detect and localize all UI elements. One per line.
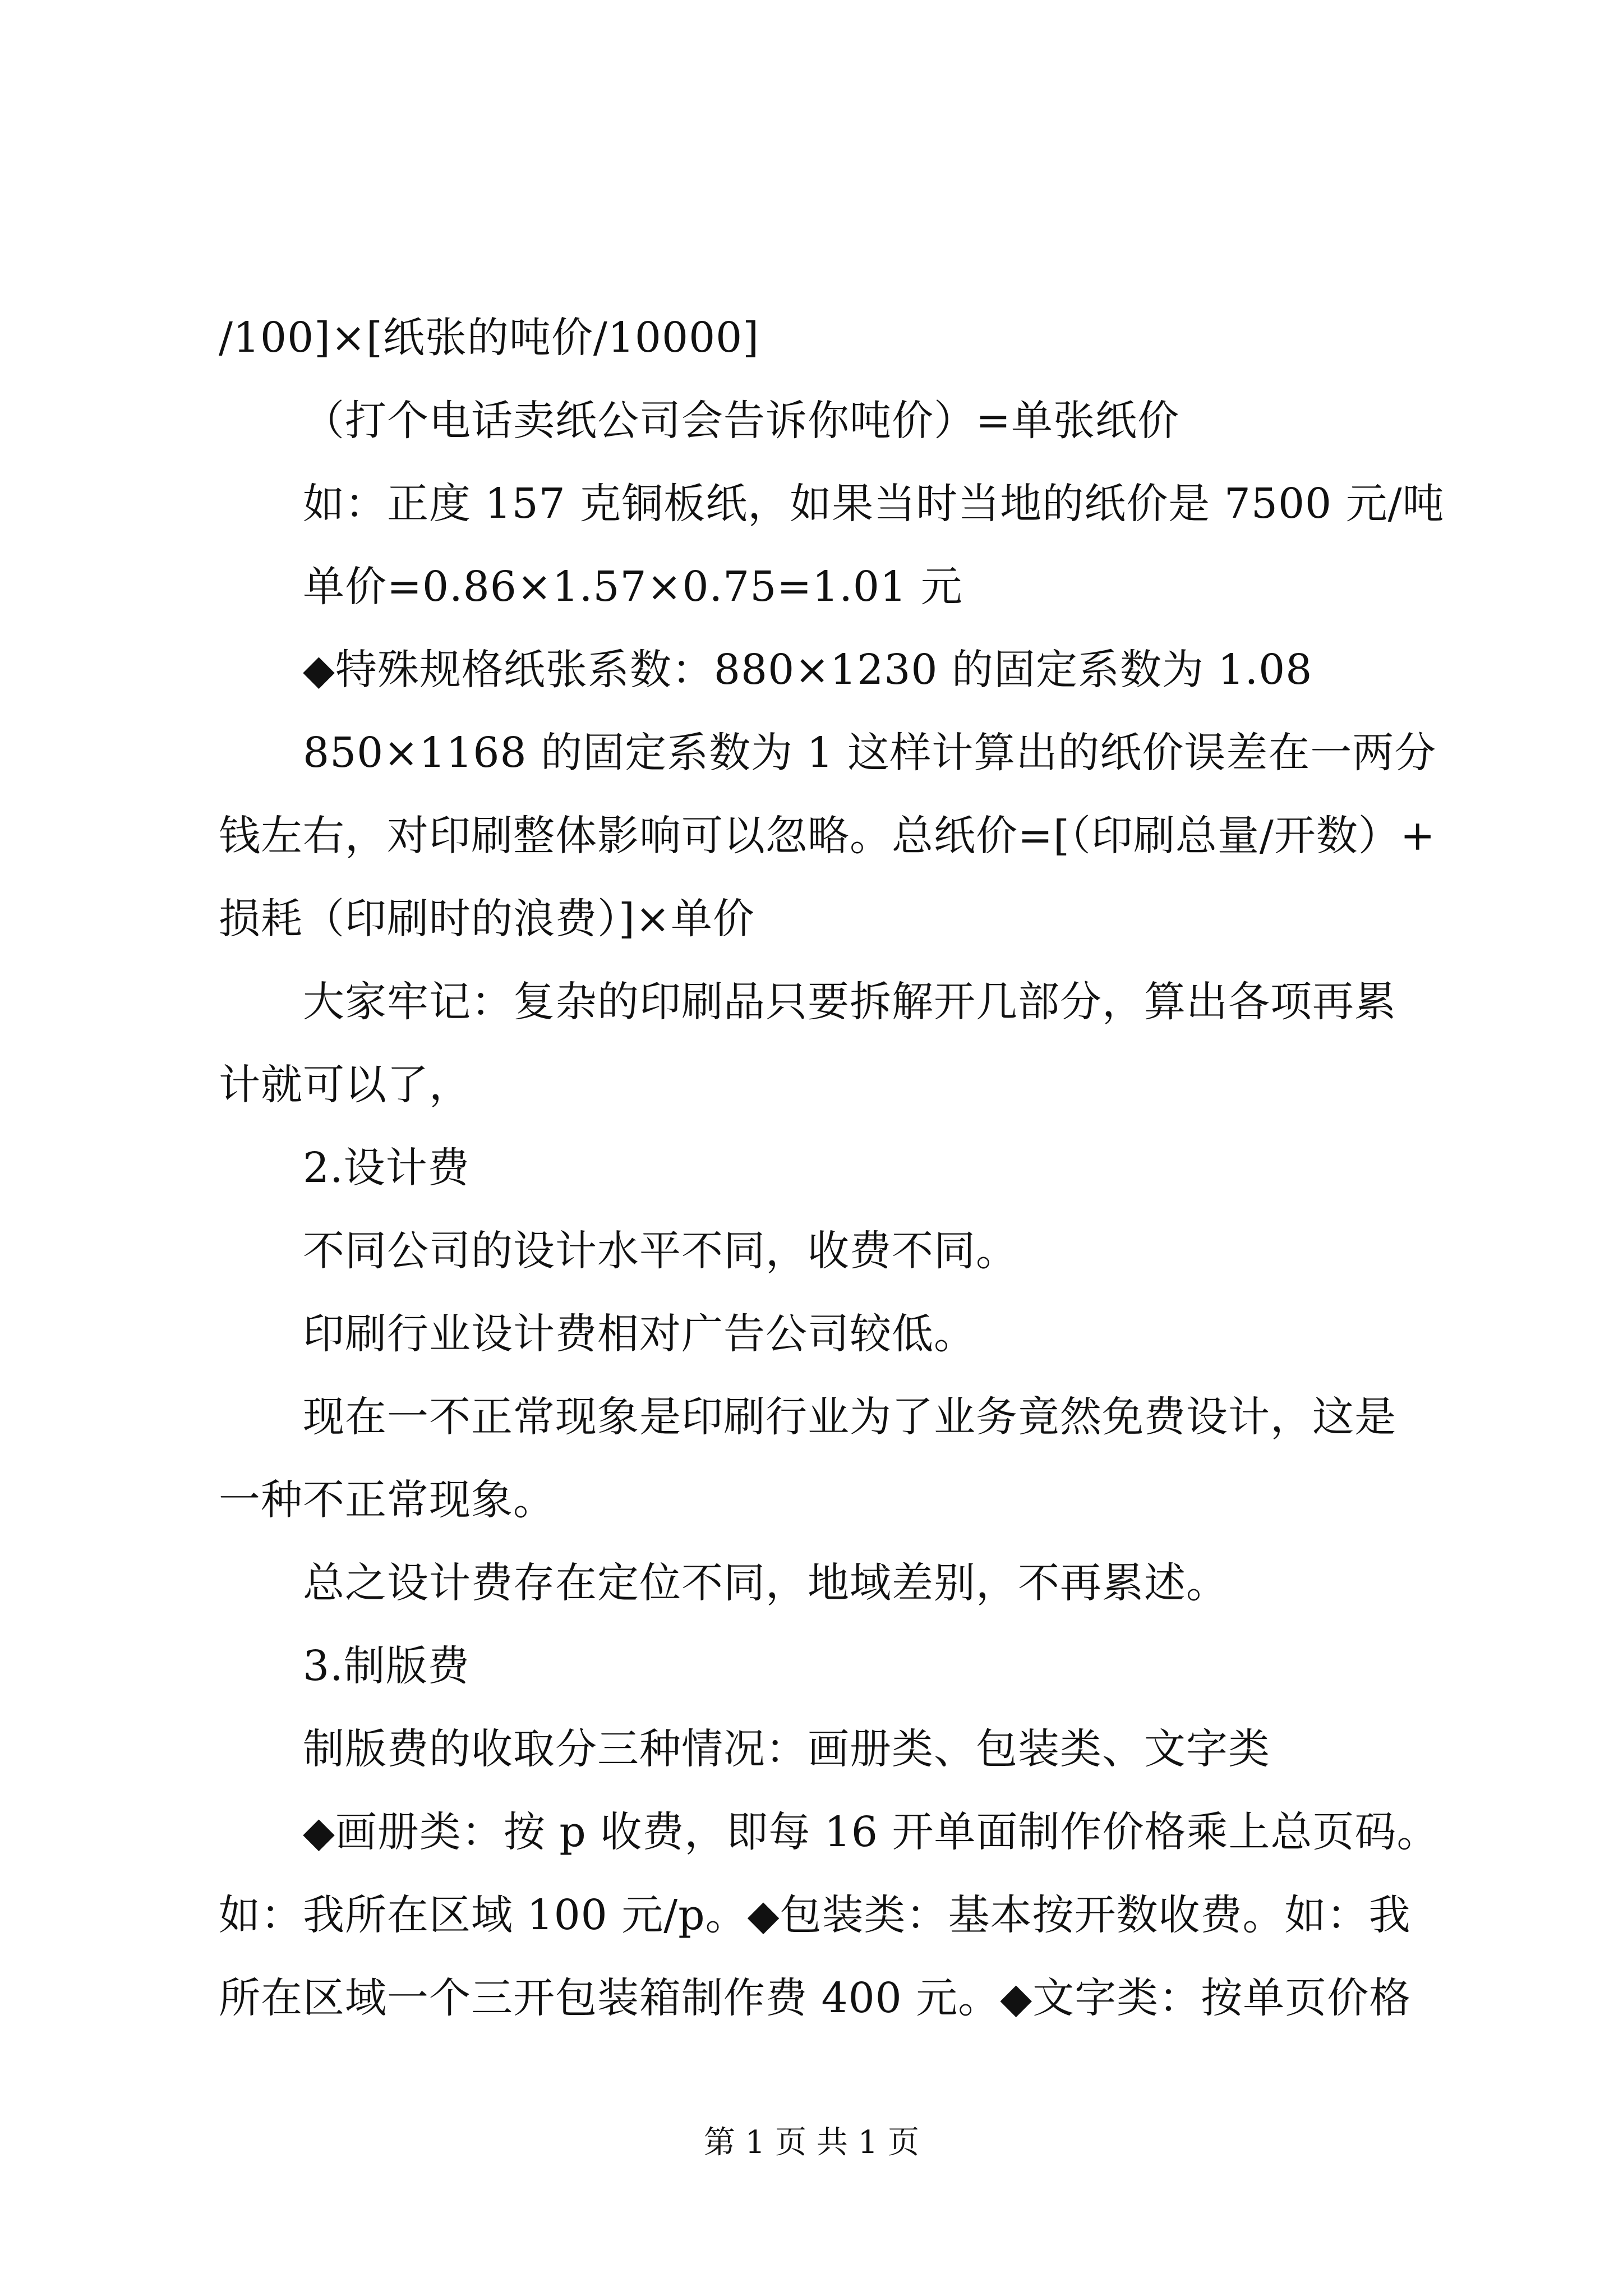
text-line: /100]×[纸张的吨价/10000] — [219, 314, 760, 362]
text-line: ◆画册类：按 p 收费，即每 16 开单面制作价格乘上总页码。 — [303, 1808, 1439, 1856]
text-line: 制版费的收取分三种情况：画册类、包装类、文字类 — [303, 1725, 1270, 1773]
text-line: 损耗（印刷时的浪费）]×单价 — [219, 895, 755, 943]
text-line: 现在一不正常现象是印刷行业为了业务竟然免费设计，这是 — [303, 1393, 1396, 1441]
text-line: 2.设计费 — [303, 1144, 470, 1192]
text-line: 3.制版费 — [303, 1642, 470, 1690]
text-line: 如：正度 157 克铜板纸，如果当时当地的纸价是 7500 元/吨 — [303, 480, 1445, 528]
text-line: 大家牢记：复杂的印刷品只要拆解开几部分，算出各项再累 — [303, 978, 1396, 1026]
text-line: ◆特殊规格纸张系数：880×1230 的固定系数为 1.08 — [303, 646, 1313, 694]
text-line: 印刷行业设计费相对广告公司较低。 — [303, 1310, 976, 1358]
text-line: 850×1168 的固定系数为 1 这样计算出的纸价误差在一两分 — [303, 729, 1437, 777]
text-line: 所在区域一个三开包装箱制作费 400 元。◆文字类：按单页价格 — [219, 1974, 1412, 2022]
text-line: 总之设计费存在定位不同，地域差别，不再累述。 — [303, 1559, 1228, 1607]
text-line: 计就可以了， — [219, 1061, 471, 1109]
text-line: 一种不正常现象。 — [219, 1476, 555, 1524]
text-line: 不同公司的设计水平不同，收费不同。 — [303, 1227, 1018, 1275]
text-line: （打个电话卖纸公司会告诉你吨价）=单张纸价 — [303, 397, 1180, 445]
page-footer: 第 1 页 共 1 页 — [703, 2124, 920, 2161]
text-line: 如：我所在区域 100 元/p。◆包装类：基本按开数收费。如：我 — [219, 1891, 1411, 1939]
text-line: 单价=0.86×1.57×0.75=1.01 元 — [303, 563, 963, 611]
text-line: 钱左右，对印刷整体影响可以忽略。总纸价=[（印刷总量/开数）+ — [219, 812, 1436, 860]
document-body — [219, 296, 1486, 2040]
